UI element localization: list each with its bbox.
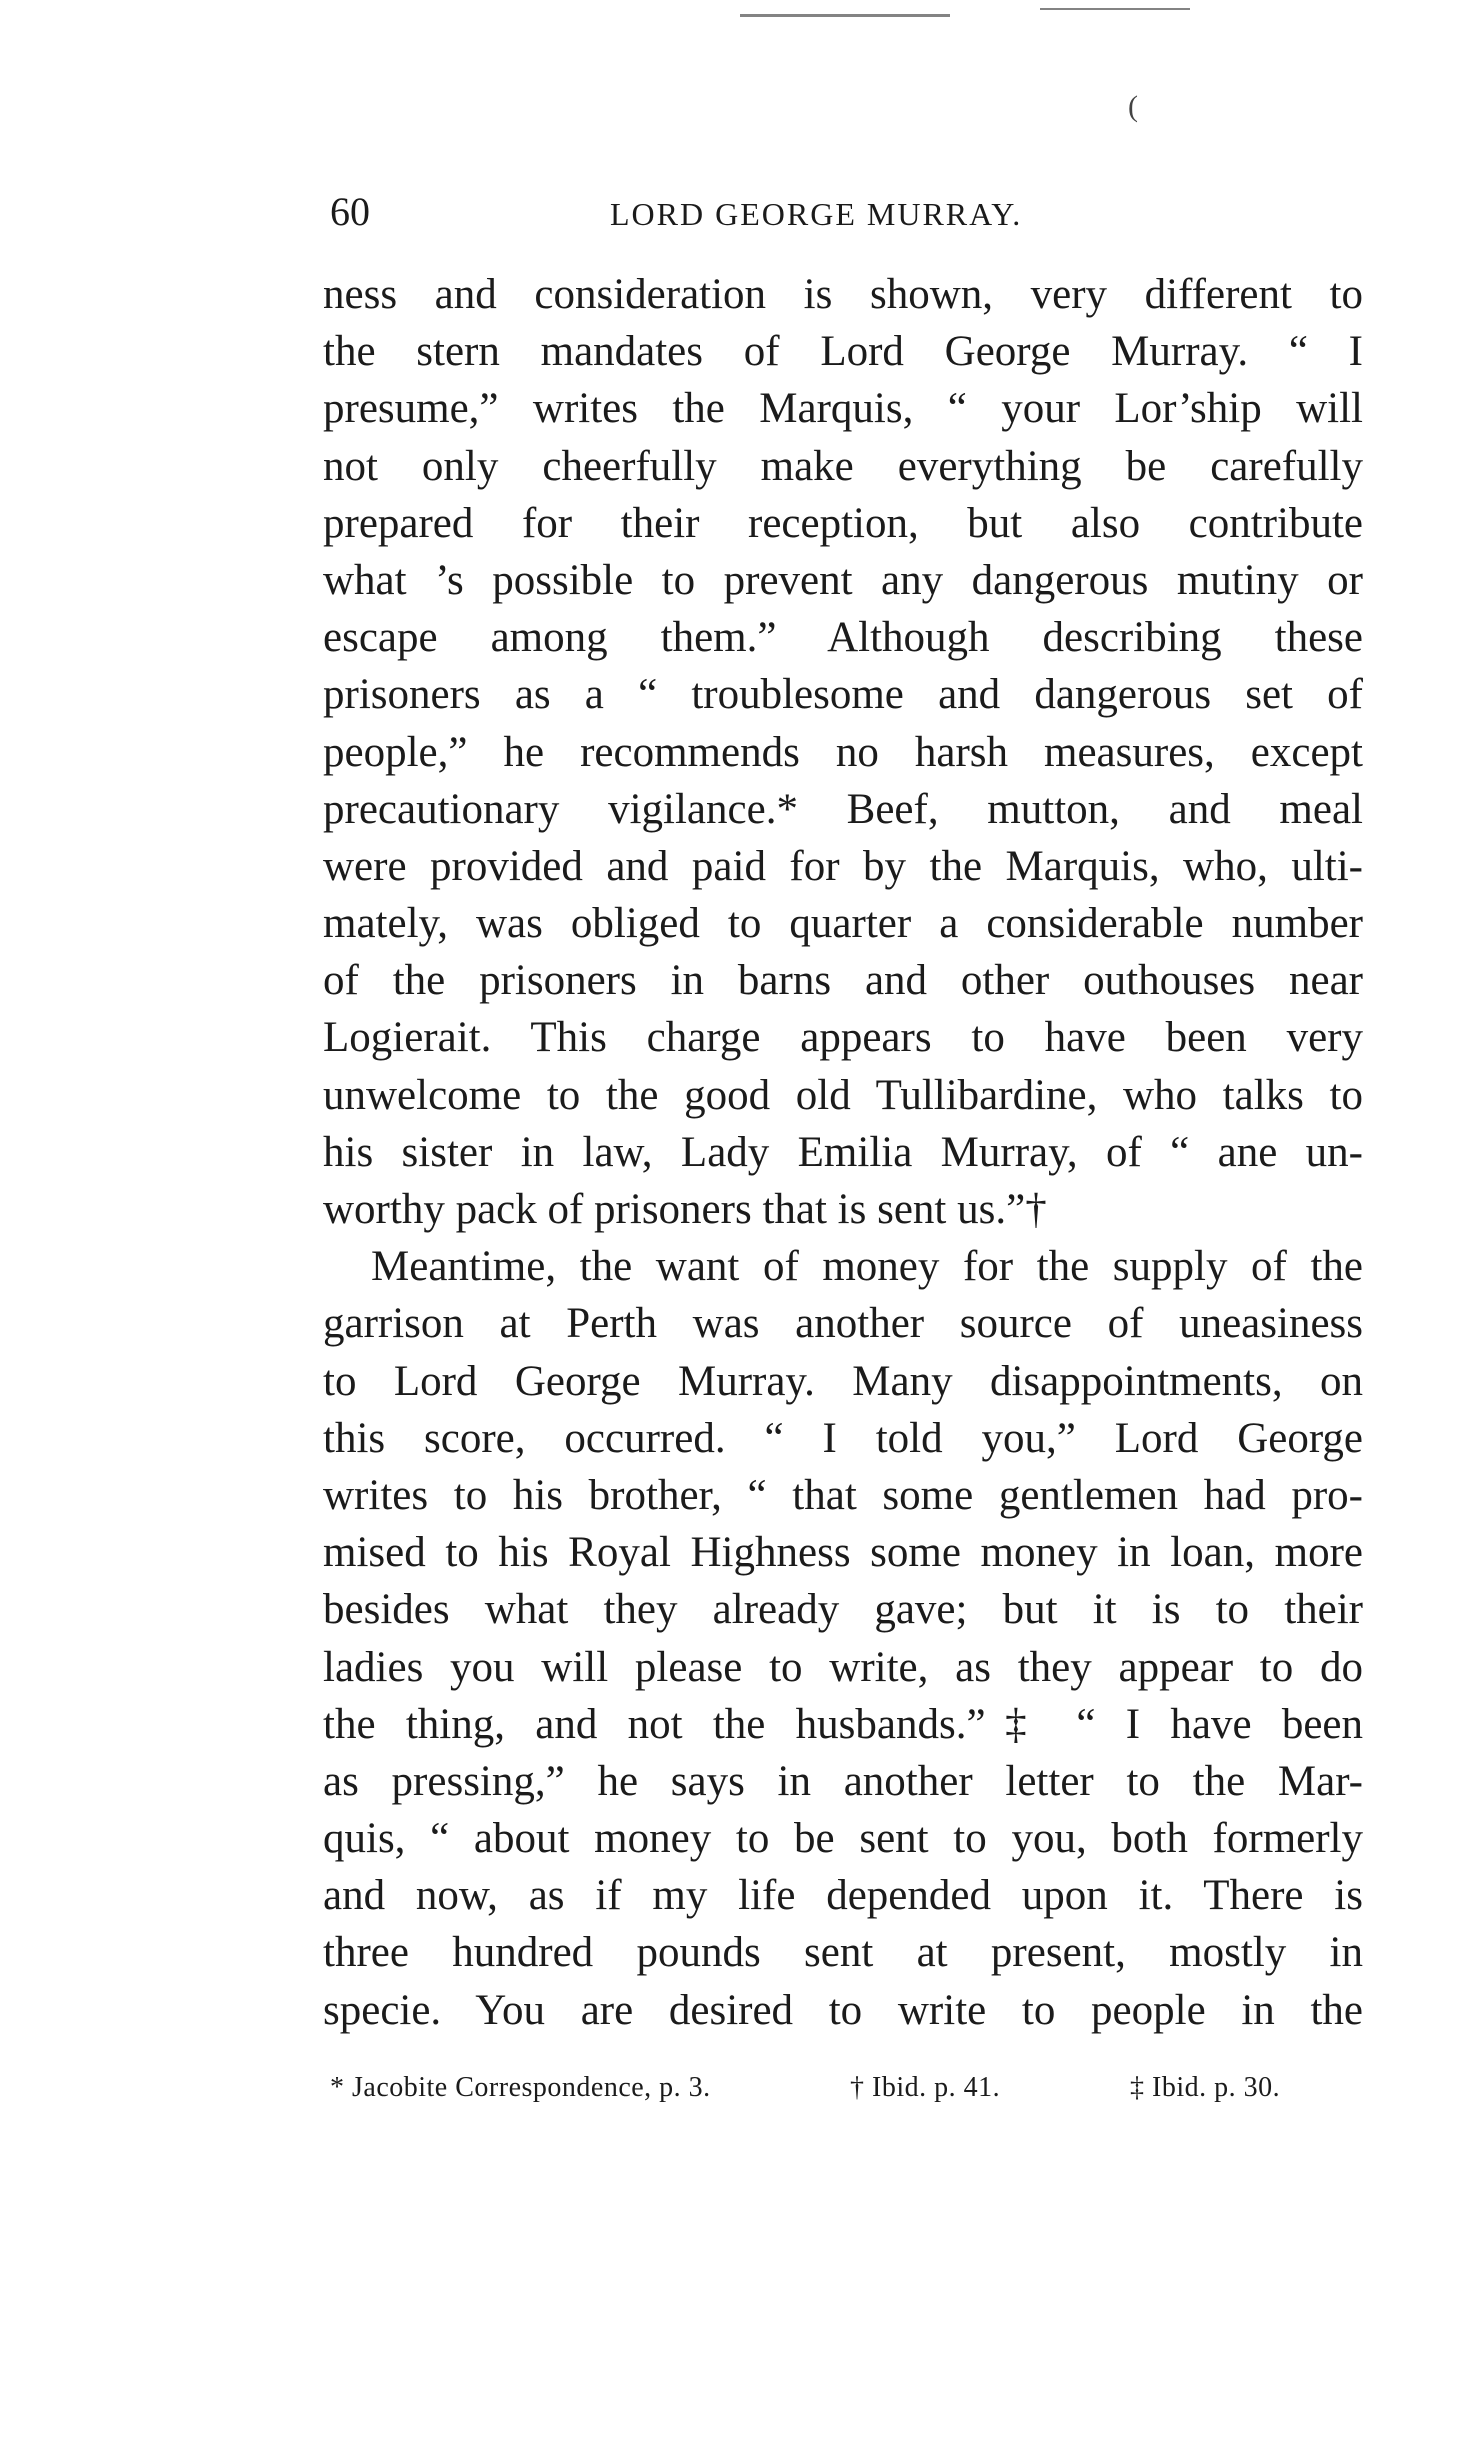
stray-mark: (: [1128, 90, 1138, 123]
text-line: specie. You are desired to write to people in the: [323, 1986, 1363, 2034]
footnote-ibid-41: † Ibid. p. 41.: [850, 2072, 1001, 2103]
text-line: to Lord George Murray. Many disappointments, on: [323, 1357, 1363, 1405]
text-line: were provided and paid for by the Marquis, who, ulti-: [323, 842, 1363, 890]
text-line: precautionary vigilance.* Beef, mutton, and meal: [323, 785, 1363, 833]
text-line: prisoners as a “ troublesome and dangerous set of: [323, 671, 1363, 719]
text-line: mised to his Royal Highness some money in loan, more: [323, 1529, 1363, 1577]
text-line: Meantime, the want of money for the supply of the: [371, 1243, 1363, 1291]
footnote-jacobite-correspondence: * Jacobite Correspondence, p. 3.: [330, 2072, 711, 2103]
text-line: people,” he recommends no harsh measures, except: [323, 728, 1363, 776]
text-line: unwelcome to the good old Tullibardine, who talks to: [323, 1071, 1363, 1119]
text-line: mately, was obliged to quarter a considerable number: [323, 900, 1363, 948]
page-header: [320, 188, 1365, 248]
scan-artifact-top: [740, 14, 950, 17]
body-text: [323, 266, 1363, 2039]
text-line: what ’s possible to prevent any dangerous mutiny or: [323, 556, 1363, 604]
text-line: three hundred pounds sent at present, mostly in: [323, 1929, 1363, 1977]
text-line: the stern mandates of Lord George Murray. “ I: [323, 328, 1363, 376]
text-line: and now, as if my life depended upon it. There is: [323, 1872, 1363, 1920]
text-line: his sister in law, Lady Emilia Murray, of “ ane un-: [323, 1128, 1363, 1176]
text-line: escape among them.” Although describing these: [323, 614, 1363, 662]
text-line: writes to his brother, “ that some gentlemen had pro-: [323, 1471, 1363, 1519]
text-line: prepared for their reception, but also contribute: [323, 499, 1363, 547]
text-line: worthy pack of prisoners that is sent us.”†: [323, 1186, 1047, 1233]
text-line: not only cheerfully make everything be carefully: [323, 442, 1363, 490]
text-line: as pressing,” he says in another letter to the Mar-: [323, 1757, 1363, 1805]
text-line: presume,” writes the Marquis, “ your Lor’ship will: [323, 385, 1363, 433]
text-line: the thing, and not the husbands.”‡ “ I have been: [323, 1700, 1363, 1748]
text-line: Logierait. This charge appears to have been very: [323, 1014, 1363, 1062]
text-line: of the prisoners in barns and other outhouses near: [323, 957, 1363, 1005]
text-line: quis, “ about money to be sent to you, both formerly: [323, 1815, 1363, 1863]
text-line: this score, occurred. “ I told you,” Lord George: [323, 1414, 1363, 1462]
scan-artifact-top-right: [1040, 8, 1190, 10]
footnote-ibid-30: ‡ Ibid. p. 30.: [1130, 2072, 1281, 2103]
text-line: ladies you will please to write, as they appear to do: [323, 1643, 1363, 1691]
text-line: besides what they already gave; but it is to their: [323, 1586, 1363, 1634]
text-line: ness and consideration is shown, very different to: [323, 271, 1363, 318]
text-line: garrison at Perth was another source of uneasiness: [323, 1300, 1363, 1348]
footnotes: [330, 2072, 1360, 2116]
page-number: 60: [330, 189, 370, 234]
running-head: LORD GEORGE MURRAY.: [610, 196, 1023, 232]
